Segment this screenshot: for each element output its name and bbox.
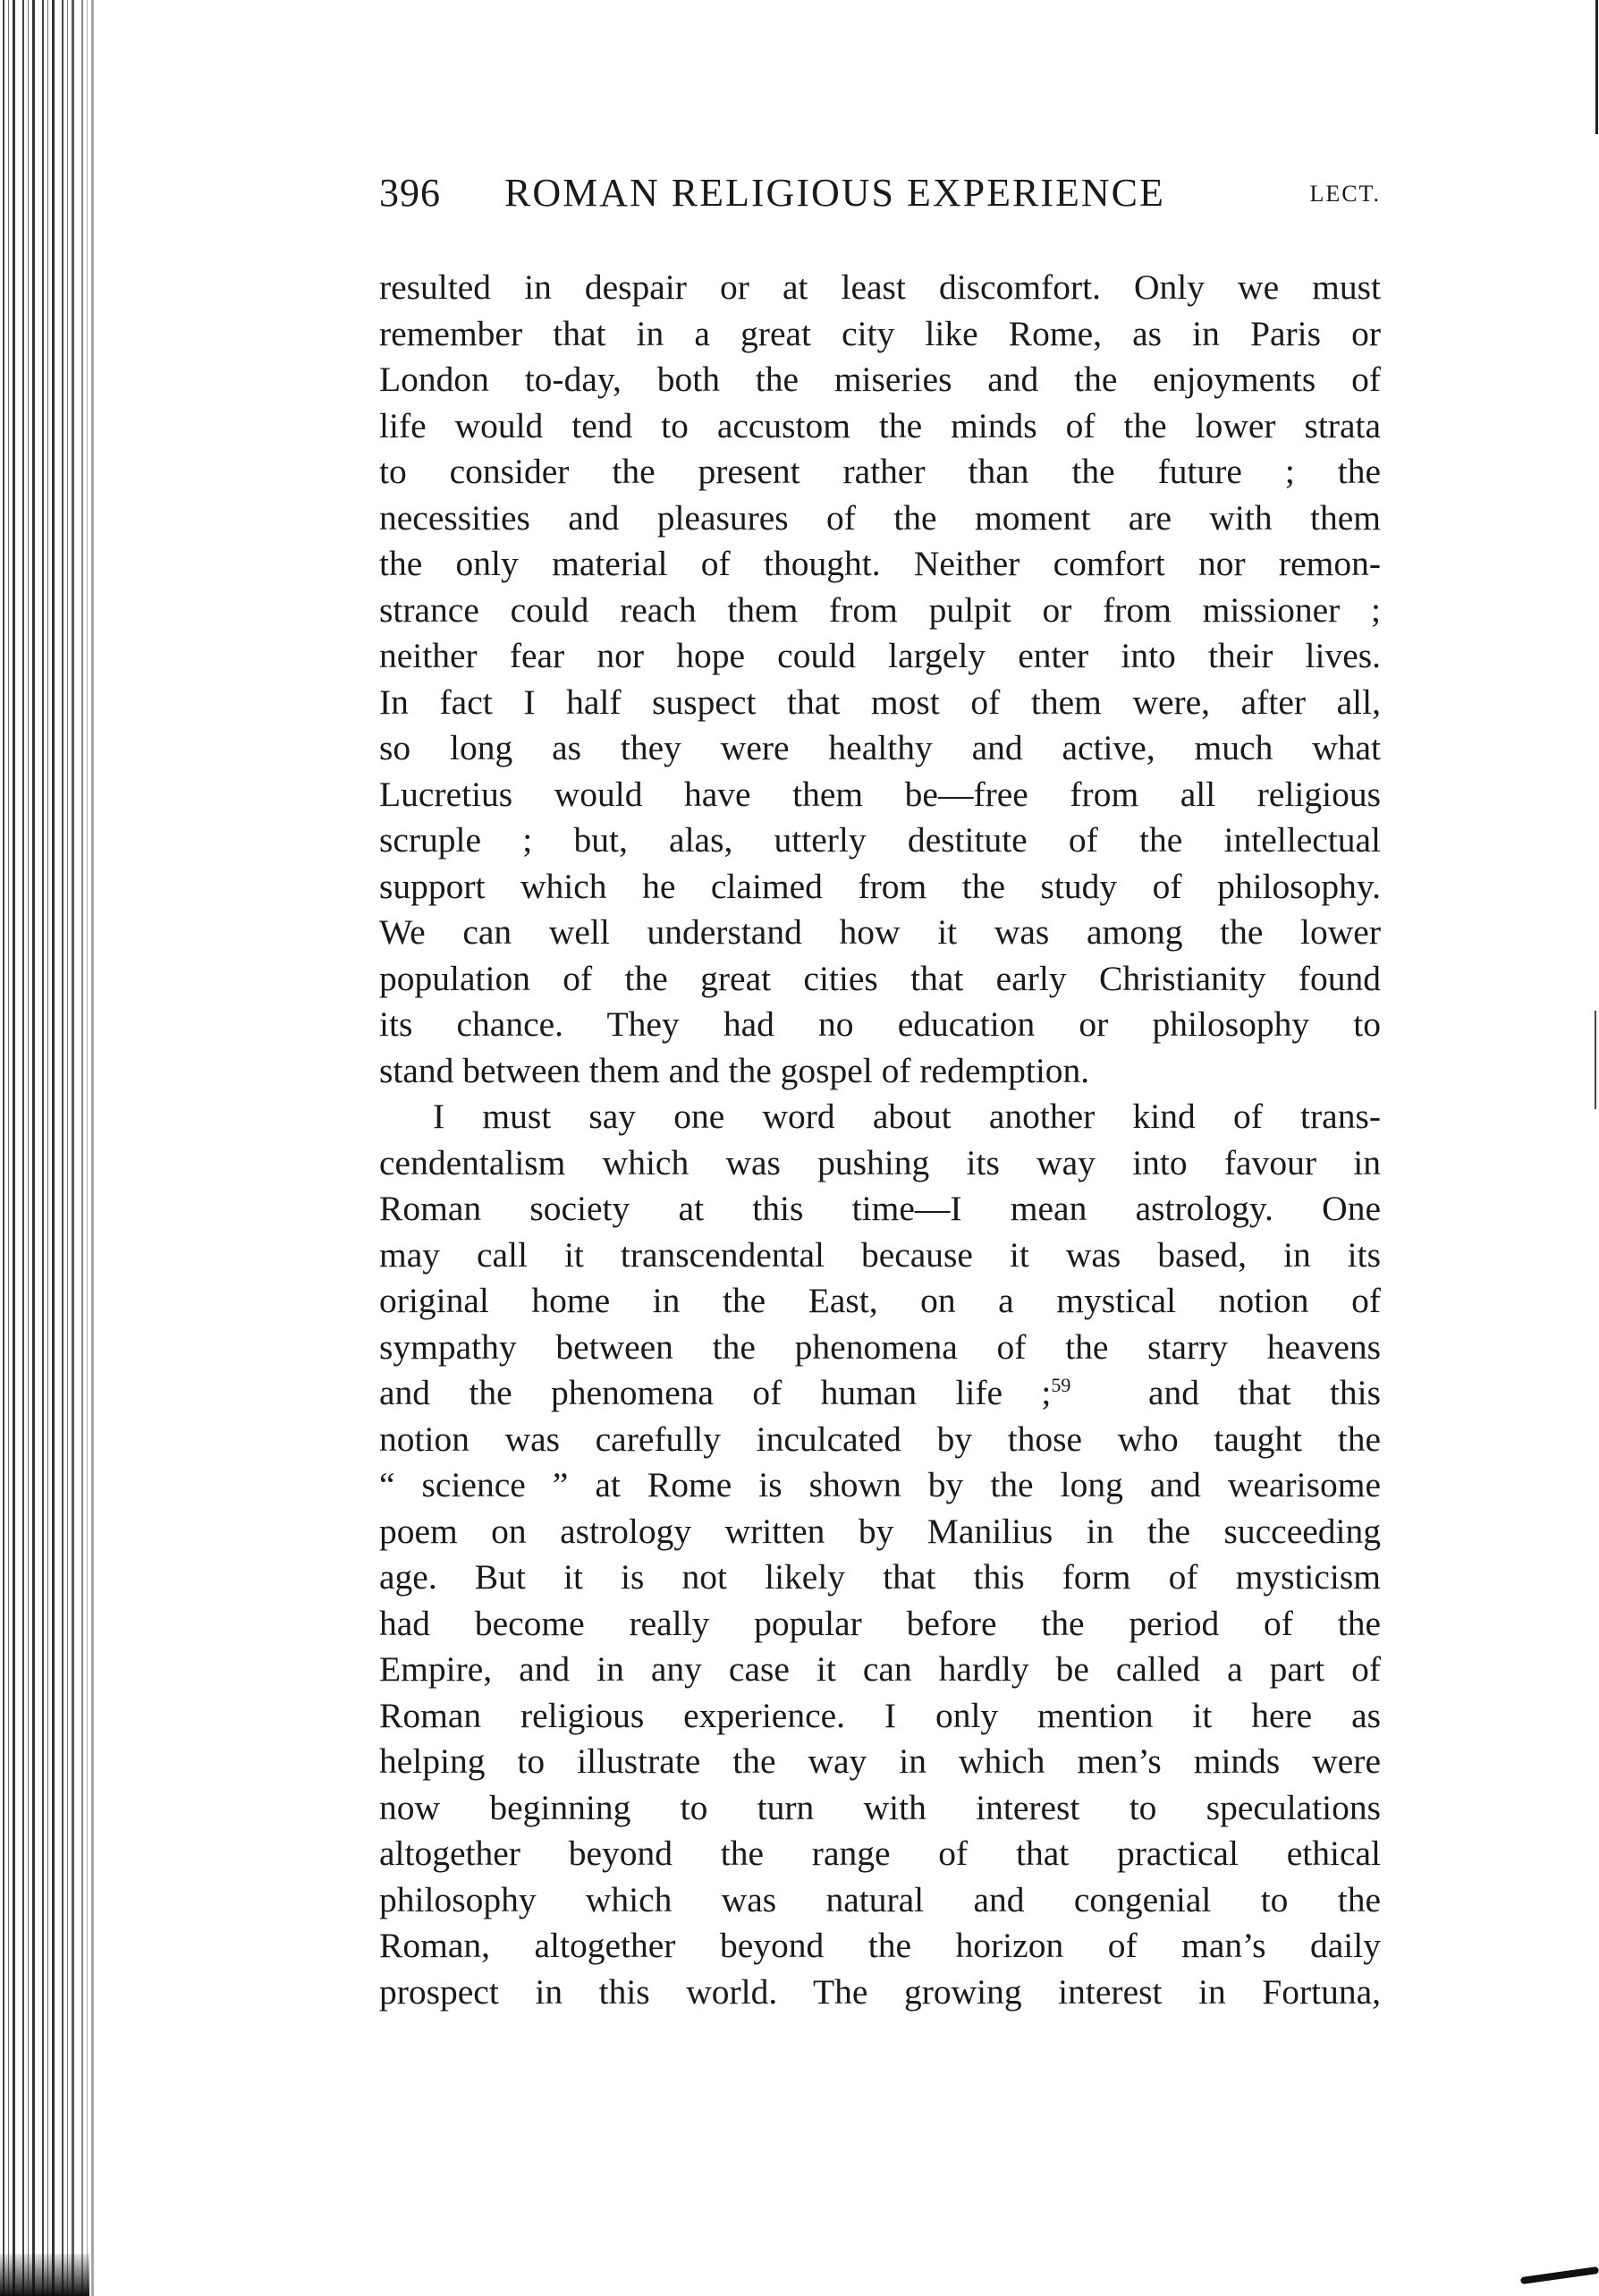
text-line: now beginning to turn with interest to speculations — [379, 1787, 1381, 1827]
text-line: resulted in despair or at least discomfort. Only we must — [379, 267, 1381, 307]
text-line: life would tend to accustom the minds of the lower strata — [379, 405, 1381, 445]
text-line: I must say one word about another kind of trans- — [433, 1097, 1381, 1136]
text-line: strance could reach them from pulpit or from missioner ; — [379, 589, 1381, 630]
text-line: may call it transcendental because it was based, in its — [379, 1234, 1381, 1275]
text-line: Roman religious experience. I only mention it here as — [379, 1695, 1381, 1735]
book-page — [379, 170, 1381, 2015]
text-line: the only material of thought. Neither comfort nor remon- — [379, 544, 1381, 583]
text-line: had become really popular before the period of the — [379, 1603, 1381, 1643]
text-line: population of the great cities that early Christianity found — [379, 958, 1381, 998]
text-line: age. But it is not likely that this form of mysticism — [379, 1557, 1381, 1597]
text-line: support which he claimed from the study of philosophy. — [379, 866, 1381, 906]
text-line: necessities and pleasures of the moment are with them — [379, 497, 1381, 538]
running-title: ROMAN RELIGIOUS EXPERIENCE — [504, 171, 1165, 215]
text-line: notion was carefully inculcated by those who taught the — [379, 1419, 1381, 1459]
text-line: philosophy which was natural and congenial to the — [379, 1879, 1381, 1919]
text-line-start: and the phenomena of human life ; — [379, 1373, 1052, 1412]
body-text — [379, 265, 1381, 2015]
text-line: Roman society at this time—I mean astrology. One — [379, 1189, 1381, 1228]
text-line: neither fear nor hope could largely enter into their lives. — [379, 636, 1381, 675]
page-number: 396 — [379, 171, 441, 215]
page-edge-mark — [1520, 2266, 1599, 2284]
page-edge-mark — [1595, 0, 1598, 134]
text-line: Roman, altogether beyond the horizon of man’s daily — [379, 1926, 1381, 1965]
text-line: remember that in a great city like Rome, as in Paris or — [379, 313, 1381, 353]
text-line: “ science ” at Rome is shown by the long and wearisome — [379, 1465, 1381, 1504]
running-head — [379, 170, 1381, 224]
text-line: London to-day, both the miseries and the enjoyments of — [379, 360, 1381, 399]
text-line: In fact I half suspect that most of them were, after all, — [379, 682, 1381, 722]
text-line: prospect in this world. The growing interest in Fortuna, — [379, 1971, 1381, 2012]
text-line: so long as they were healthy and active, much what — [379, 728, 1381, 767]
text-line: scruple ; but, alas, utterly destitute of the intellectual — [379, 820, 1381, 860]
text-line: stand between them and the gospel of redemption. — [379, 1050, 1090, 1090]
text-line: sympathy between the phenomena of the starry heavens — [379, 1326, 1381, 1367]
text-line: poem on astrology written by Manilius in the succeeding — [379, 1511, 1381, 1551]
text-line: Lucretius would have them be—free from all religious — [379, 774, 1381, 814]
text-line: helping to illustrate the way in which men’s minds were — [379, 1741, 1381, 1781]
footnote-ref: 59 — [1051, 1373, 1071, 1396]
text-line: Empire, and in any case it can hardly be called a part of — [379, 1649, 1381, 1689]
text-line-with-footnote — [379, 1370, 1381, 1417]
gutter-fade — [63, 0, 116, 2296]
text-line: its chance. They had no education or philosophy to — [379, 1004, 1381, 1044]
lecture-label: LECT. — [1309, 181, 1381, 207]
text-line: We can well understand how it was among the lower — [379, 912, 1381, 952]
text-line: cendentalism which was pushing its way into favour in — [379, 1142, 1381, 1182]
text-line: altogether beyond the range of that practical ethical — [379, 1834, 1381, 1873]
page-edge-mark — [1595, 1011, 1596, 1109]
gutter-shadow — [0, 2254, 89, 2296]
text-line-end: and that this — [1148, 1373, 1381, 1412]
text-line: original home in the East, on a mystical notion of — [379, 1281, 1381, 1320]
text-line: to consider the present rather than the future ; the — [379, 452, 1381, 491]
